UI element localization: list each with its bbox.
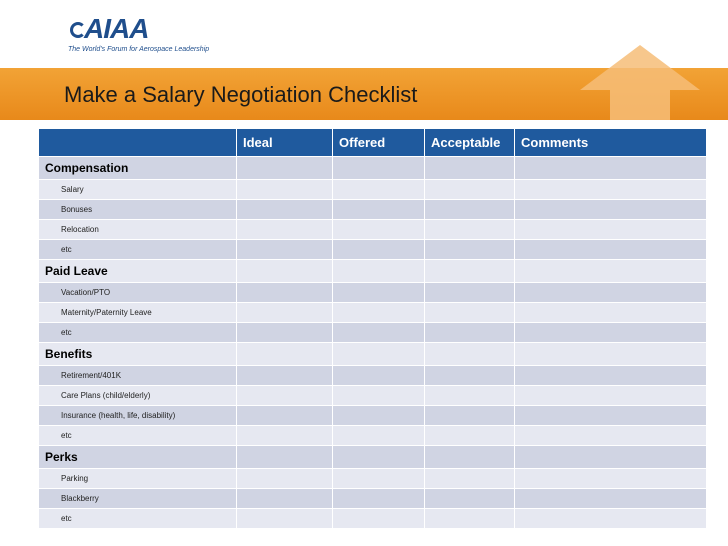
cell-ideal[interactable] bbox=[237, 469, 333, 489]
cell-ideal[interactable] bbox=[237, 180, 333, 200]
cell-acceptable[interactable] bbox=[425, 220, 515, 240]
item-label: etc bbox=[39, 240, 237, 260]
table-row bbox=[39, 220, 707, 240]
cell-offered[interactable] bbox=[333, 426, 425, 446]
cell-offered[interactable] bbox=[333, 240, 425, 260]
cell-ideal[interactable] bbox=[237, 509, 333, 529]
cell-comments[interactable] bbox=[515, 426, 707, 446]
table-row bbox=[39, 366, 707, 386]
cell-ideal[interactable] bbox=[237, 489, 333, 509]
cell-comments[interactable] bbox=[515, 200, 707, 220]
cell-comments[interactable] bbox=[515, 386, 707, 406]
cell-comments[interactable] bbox=[515, 180, 707, 200]
checklist-table bbox=[38, 128, 707, 529]
cell-offered[interactable] bbox=[333, 283, 425, 303]
up-arrow-icon bbox=[580, 45, 700, 120]
section-row bbox=[39, 260, 707, 283]
section-row bbox=[39, 157, 707, 180]
item-label: Blackberry bbox=[39, 489, 237, 509]
cell-acceptable[interactable] bbox=[425, 303, 515, 323]
table-row bbox=[39, 509, 707, 529]
cell-acceptable[interactable] bbox=[425, 469, 515, 489]
cell-comments[interactable] bbox=[515, 509, 707, 529]
item-label: Parking bbox=[39, 469, 237, 489]
cell-offered[interactable] bbox=[333, 446, 425, 469]
cell-comments[interactable] bbox=[515, 240, 707, 260]
cell-ideal[interactable] bbox=[237, 240, 333, 260]
cell-comments[interactable] bbox=[515, 366, 707, 386]
cell-offered[interactable] bbox=[333, 200, 425, 220]
item-label: Relocation bbox=[39, 220, 237, 240]
cell-offered[interactable] bbox=[333, 260, 425, 283]
cell-ideal[interactable] bbox=[237, 200, 333, 220]
logo-text: AIAA bbox=[84, 13, 149, 44]
column-header-ideal: Ideal bbox=[237, 129, 333, 157]
page-title: Make a Salary Negotiation Checklist bbox=[64, 82, 418, 107]
table-row bbox=[39, 240, 707, 260]
cell-offered[interactable] bbox=[333, 157, 425, 180]
cell-ideal[interactable] bbox=[237, 157, 333, 180]
cell-comments[interactable] bbox=[515, 323, 707, 343]
item-label: etc bbox=[39, 323, 237, 343]
cell-offered[interactable] bbox=[333, 220, 425, 240]
cell-acceptable[interactable] bbox=[425, 406, 515, 426]
cell-acceptable[interactable] bbox=[425, 343, 515, 366]
cell-acceptable[interactable] bbox=[425, 240, 515, 260]
cell-acceptable[interactable] bbox=[425, 446, 515, 469]
cell-ideal[interactable] bbox=[237, 283, 333, 303]
cell-acceptable[interactable] bbox=[425, 489, 515, 509]
header-row bbox=[39, 129, 707, 157]
cell-acceptable[interactable] bbox=[425, 426, 515, 446]
cell-acceptable[interactable] bbox=[425, 323, 515, 343]
item-label: Insurance (health, life, disability) bbox=[39, 406, 237, 426]
table-row bbox=[39, 489, 707, 509]
section-row bbox=[39, 343, 707, 366]
item-label: Maternity/Paternity Leave bbox=[39, 303, 237, 323]
section-label: Paid Leave bbox=[39, 260, 237, 283]
cell-ideal[interactable] bbox=[237, 446, 333, 469]
cell-offered[interactable] bbox=[333, 386, 425, 406]
cell-acceptable[interactable] bbox=[425, 260, 515, 283]
table-row bbox=[39, 386, 707, 406]
cell-ideal[interactable] bbox=[237, 406, 333, 426]
cell-comments[interactable] bbox=[515, 283, 707, 303]
cell-acceptable[interactable] bbox=[425, 366, 515, 386]
cell-comments[interactable] bbox=[515, 260, 707, 283]
aiaa-logo bbox=[66, 13, 210, 58]
cell-ideal[interactable] bbox=[237, 366, 333, 386]
cell-comments[interactable] bbox=[515, 469, 707, 489]
cell-comments[interactable] bbox=[515, 157, 707, 180]
cell-offered[interactable] bbox=[333, 303, 425, 323]
table-row bbox=[39, 469, 707, 489]
cell-offered[interactable] bbox=[333, 406, 425, 426]
section-row bbox=[39, 446, 707, 469]
logo-tagline: The World's Forum for Aerospace Leadership bbox=[68, 46, 210, 53]
table-row bbox=[39, 200, 707, 220]
table-row bbox=[39, 180, 707, 200]
cell-ideal[interactable] bbox=[237, 260, 333, 283]
cell-acceptable[interactable] bbox=[425, 509, 515, 529]
table-row bbox=[39, 406, 707, 426]
cell-acceptable[interactable] bbox=[425, 180, 515, 200]
section-label: Compensation bbox=[39, 157, 237, 180]
cell-offered[interactable] bbox=[333, 343, 425, 366]
item-label: Care Plans (child/elderly) bbox=[39, 386, 237, 406]
cell-ideal[interactable] bbox=[237, 220, 333, 240]
item-label: etc bbox=[39, 509, 237, 529]
section-label: Benefits bbox=[39, 343, 237, 366]
cell-comments[interactable] bbox=[515, 220, 707, 240]
cell-comments[interactable] bbox=[515, 446, 707, 469]
cell-offered[interactable] bbox=[333, 509, 425, 529]
item-label: Vacation/PTO bbox=[39, 283, 237, 303]
cell-offered[interactable] bbox=[333, 469, 425, 489]
cell-offered[interactable] bbox=[333, 489, 425, 509]
table-row bbox=[39, 426, 707, 446]
cell-comments[interactable] bbox=[515, 343, 707, 366]
cell-comments[interactable] bbox=[515, 489, 707, 509]
section-label: Perks bbox=[39, 446, 237, 469]
cell-comments[interactable] bbox=[515, 303, 707, 323]
column-header-item bbox=[39, 129, 237, 157]
column-header-acceptable: Acceptable bbox=[425, 129, 515, 157]
cell-ideal[interactable] bbox=[237, 323, 333, 343]
table-row bbox=[39, 303, 707, 323]
cell-comments[interactable] bbox=[515, 406, 707, 426]
cell-offered[interactable] bbox=[333, 180, 425, 200]
cell-ideal[interactable] bbox=[237, 303, 333, 323]
cell-offered[interactable] bbox=[333, 323, 425, 343]
cell-acceptable[interactable] bbox=[425, 200, 515, 220]
cell-ideal[interactable] bbox=[237, 343, 333, 366]
cell-offered[interactable] bbox=[333, 366, 425, 386]
cell-acceptable[interactable] bbox=[425, 386, 515, 406]
cell-acceptable[interactable] bbox=[425, 283, 515, 303]
item-label: Bonuses bbox=[39, 200, 237, 220]
item-label: etc bbox=[39, 426, 237, 446]
table-row bbox=[39, 283, 707, 303]
cell-acceptable[interactable] bbox=[425, 157, 515, 180]
table-row bbox=[39, 323, 707, 343]
item-label: Retirement/401K bbox=[39, 366, 237, 386]
item-label: Salary bbox=[39, 180, 237, 200]
cell-ideal[interactable] bbox=[237, 426, 333, 446]
column-header-comments: Comments bbox=[515, 129, 707, 157]
cell-ideal[interactable] bbox=[237, 386, 333, 406]
column-header-offered: Offered bbox=[333, 129, 425, 157]
table-body bbox=[39, 157, 707, 529]
